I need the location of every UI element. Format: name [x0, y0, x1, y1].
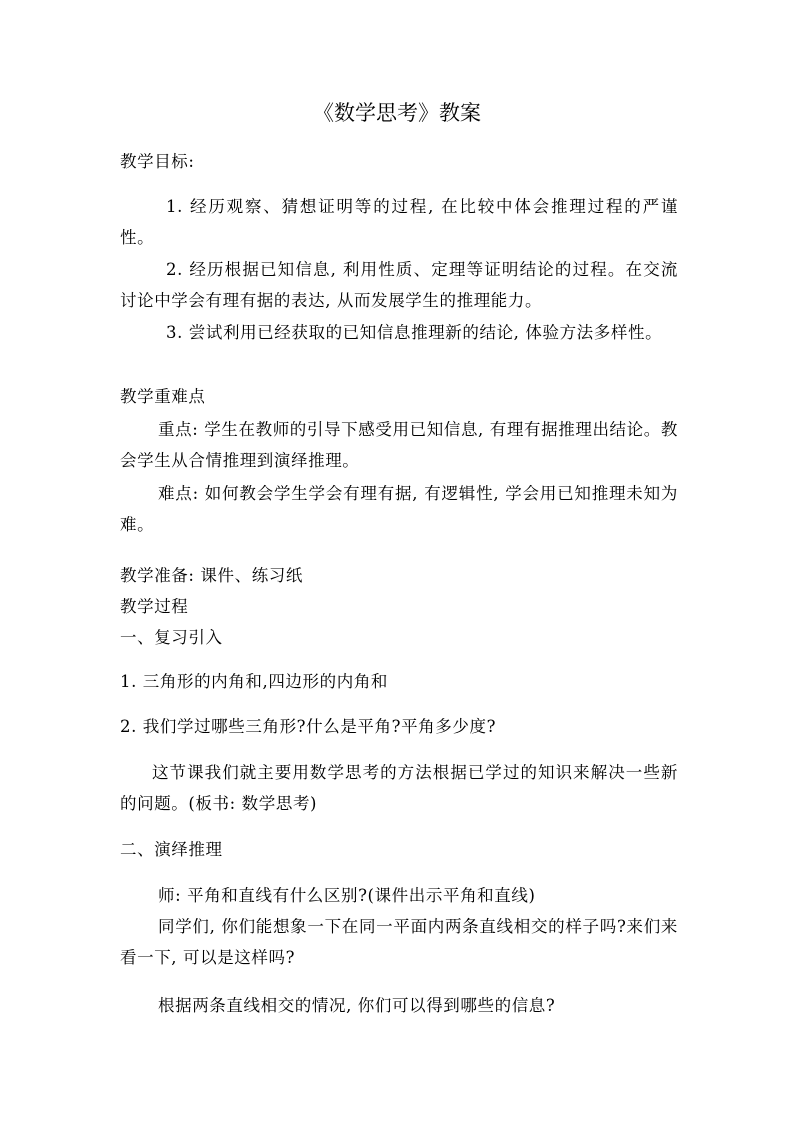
- review-item-1: 1. 三角形的内角和,四边形的内角和: [120, 672, 389, 691]
- teacher-question: 师: 平角和直线有什么区别?(课件出示平角和直线): [158, 886, 536, 905]
- info-question: 根据两条直线相交的情况, 你们可以得到哪些的信息?: [158, 996, 556, 1015]
- goal-2: 2. 经历根据已知信息, 利用性质、定理等证明结论的过程。在交流讨论中学会有理有据的表达, 从而发展学生的推理能力。: [120, 260, 678, 310]
- process-heading: 教学过程: [120, 597, 189, 616]
- students-paragraph: 同学们, 你们能想象一下在同一平面内两条直线相交的样子吗?来们来看一下, 可以是这样吗?: [120, 917, 678, 967]
- goal-1: 1. 经历观察、猜想证明等的过程, 在比较中体会推理过程的严谨性。: [120, 197, 678, 247]
- review-item-2: 2. 我们学过哪些三角形?什么是平角?平角多少度?: [120, 717, 497, 736]
- key-points-heading: 教学重难点: [120, 387, 206, 406]
- difficulty: 难点: 如何教会学生学会有理有据, 有逻辑性, 学会用已知推理未知为难。: [120, 484, 678, 534]
- section-1-heading: 一、复习引入: [120, 628, 223, 647]
- goal-3: 3. 尝试利用已经获取的已知信息推理新的结论, 体验方法多样性。: [166, 323, 663, 342]
- key-point: 重点: 学生在教师的引导下感受用已知信息, 有理有据推理出结论。教会学生从合情推理到演绎推理。: [120, 420, 678, 470]
- goals-heading: 教学目标:: [120, 152, 195, 171]
- preparation: 教学准备: 课件、练习纸: [120, 566, 304, 585]
- section-2-heading: 二、演绎推理: [120, 840, 223, 859]
- intro-paragraph: 这节课我们就主要用数学思考的方法根据已学过的知识来解决一些新的问题。(板书: 数学思考): [120, 763, 678, 813]
- document-title: 《数学思考》教案: [313, 101, 481, 125]
